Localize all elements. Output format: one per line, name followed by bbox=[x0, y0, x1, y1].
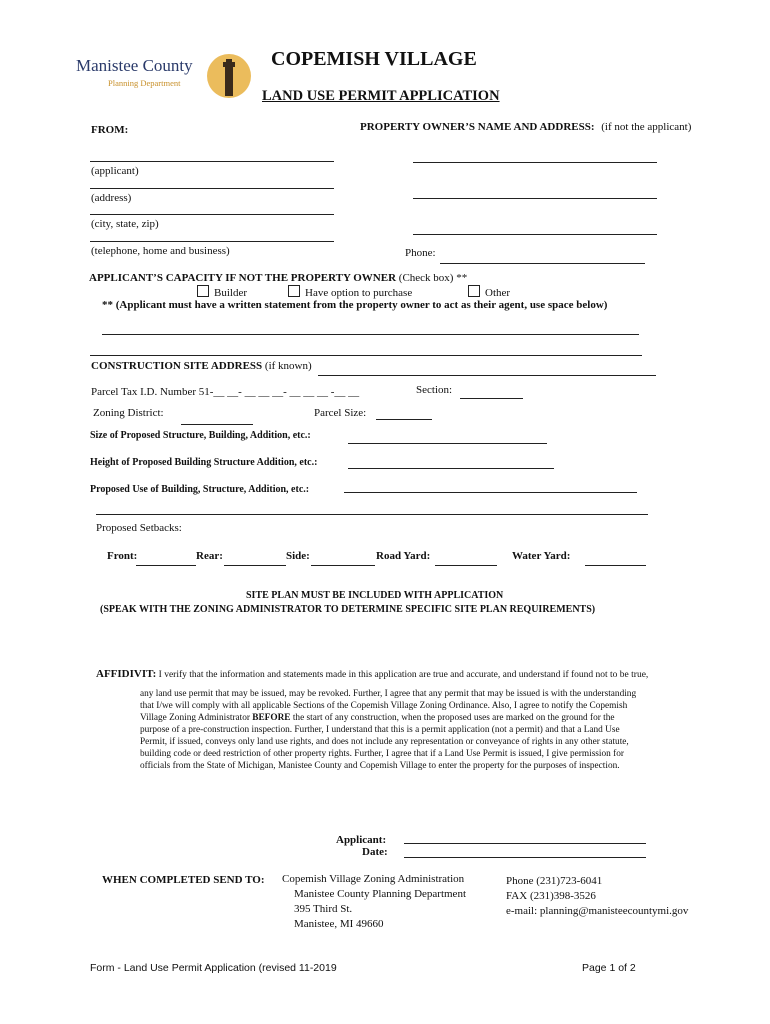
contact-info bbox=[506, 874, 688, 919]
contact-email[interactable]: e-mail: planning@manisteecountymi.gov bbox=[506, 905, 689, 917]
setbacks-label: Proposed Setbacks: bbox=[96, 522, 182, 534]
telephone-caption: (telephone, home and business) bbox=[91, 245, 230, 257]
purchase-checkbox[interactable] bbox=[288, 285, 300, 297]
logo-sub: Planning Department bbox=[108, 78, 181, 88]
site-plan-notice: SITE PLAN MUST BE INCLUDED WITH APPLICATION bbox=[246, 590, 504, 601]
builder-label: Builder bbox=[214, 287, 247, 299]
footer-form-name: Form - Land Use Permit Application (revised 11-2019 bbox=[90, 962, 337, 974]
rear-label: Rear: bbox=[196, 550, 223, 562]
capacity-check-note: (Check box) ** bbox=[398, 272, 468, 284]
address-line[interactable] bbox=[90, 188, 334, 189]
use-line[interactable] bbox=[344, 492, 637, 493]
affidavit-line-4: purpose of a pre-construction inspection. Further, I understand that this is a permit application (not a permit) and that a Land Use bbox=[140, 725, 620, 735]
telephone-line[interactable] bbox=[90, 241, 334, 242]
agent-statement-line-2[interactable] bbox=[90, 355, 642, 356]
section-line[interactable] bbox=[460, 398, 523, 399]
county-logo bbox=[76, 56, 193, 88]
address-line-2: Manistee County Planning Department bbox=[294, 888, 466, 900]
section-label: Section: bbox=[416, 384, 453, 396]
size-line[interactable] bbox=[348, 443, 547, 444]
side-label: Side: bbox=[286, 550, 310, 562]
date-line[interactable] bbox=[404, 857, 646, 858]
contact-phone: Phone (231)723-6041 bbox=[506, 875, 603, 887]
other-checkbox[interactable] bbox=[468, 285, 480, 297]
rear-line[interactable] bbox=[224, 565, 286, 566]
capacity-note: ** (Applicant must have a written statement from the property owner to act as their agent, use space below) bbox=[102, 299, 608, 311]
zoning-district-label: Zoning District: bbox=[93, 407, 164, 419]
capacity-title: APPLICANT’S CAPACITY IF NOT THE PROPERTY OWNER bbox=[89, 272, 397, 284]
purchase-label: Have option to purchase bbox=[305, 287, 413, 299]
address-caption: (address) bbox=[91, 192, 132, 204]
front-label: Front: bbox=[107, 550, 138, 562]
city-caption: (city, state, zip) bbox=[91, 218, 159, 230]
height-label: Height of Proposed Building Structure Addition, etc.: bbox=[90, 457, 318, 468]
water-yard-label: Water Yard: bbox=[512, 550, 571, 562]
agent-statement-line-1[interactable] bbox=[102, 334, 639, 335]
capacity-heading bbox=[89, 272, 467, 284]
affidavit-line-3: Village Zoning Administrator BEFORE the start of any construction, when the proposed uses are marked on the ground for the bbox=[140, 713, 615, 723]
send-to-label: WHEN COMPLETED SEND TO: bbox=[102, 874, 265, 886]
builder-option[interactable] bbox=[197, 285, 247, 299]
affidavit-first-line: I verify that the information and statements made in this application are true and accurate, and understand if found not to be true, bbox=[158, 670, 649, 680]
site-plan-instruction: (SPEAK WITH THE ZONING ADMINISTRATOR TO DETERMINE SPECIFIC SITE PLAN REQUIREMENTS) bbox=[100, 604, 596, 615]
address-line-3: 395 Third St. bbox=[294, 903, 353, 915]
water-yard-line[interactable] bbox=[585, 565, 646, 566]
phone-label: Phone: bbox=[405, 247, 436, 259]
date-label: Date: bbox=[362, 846, 388, 858]
side-line[interactable] bbox=[311, 565, 375, 566]
owner-line-2[interactable] bbox=[413, 198, 657, 199]
height-line[interactable] bbox=[348, 468, 554, 469]
mailing-address bbox=[282, 872, 466, 932]
affidavit-heading bbox=[96, 668, 648, 680]
affidavit-line-2: that I/we will comply with all applicable Sections of the Copemish Village Zoning Ordinance. Also, I agree to notify the Copemish bbox=[140, 701, 628, 711]
owner-label: PROPERTY OWNER’S NAME AND ADDRESS: bbox=[360, 121, 595, 133]
affidavit-body bbox=[140, 688, 740, 772]
road-yard-line[interactable] bbox=[435, 565, 497, 566]
affidavit-line-1: any land use permit that may be issued, may be revoked. Further, I agree that any permit that may be issued is with the understanding bbox=[140, 689, 637, 699]
owner-note: (if not the applicant) bbox=[601, 121, 692, 133]
site-address-label: CONSTRUCTION SITE ADDRESS bbox=[91, 360, 263, 372]
applicant-signature-line[interactable] bbox=[404, 843, 646, 844]
form-subtitle: LAND USE PERMIT APPLICATION bbox=[262, 88, 500, 104]
parcel-size-line[interactable] bbox=[376, 419, 432, 420]
purchase-option[interactable] bbox=[288, 285, 412, 299]
front-line[interactable] bbox=[136, 565, 196, 566]
affidavit-label: AFFIDIVIT: bbox=[96, 668, 157, 680]
builder-checkbox[interactable] bbox=[197, 285, 209, 297]
owner-line-3[interactable] bbox=[413, 234, 657, 235]
contact-fax: FAX (231)398-3526 bbox=[506, 890, 596, 902]
site-address-line[interactable] bbox=[318, 375, 656, 376]
applicant-caption: (applicant) bbox=[91, 165, 139, 177]
affidavit-line-5: Permit, if issued, conveys only land use rights, and does not include any representation or conveyance of rights in any other statute, bbox=[140, 737, 629, 747]
road-yard-label: Road Yard: bbox=[376, 550, 431, 562]
footer-page-number: Page 1 of 2 bbox=[582, 962, 636, 974]
phone-line[interactable] bbox=[440, 263, 645, 264]
size-label: Size of Proposed Structure, Building, Addition, etc.: bbox=[90, 430, 311, 441]
site-address-heading bbox=[91, 360, 312, 372]
owner-line-1[interactable] bbox=[413, 162, 657, 163]
use-label: Proposed Use of Building, Structure, Addition, etc.: bbox=[90, 484, 310, 495]
other-option[interactable] bbox=[468, 285, 510, 299]
logo-name: Manistee County bbox=[76, 56, 193, 75]
use-line-2[interactable] bbox=[96, 514, 648, 515]
applicant-signature-label: Applicant: bbox=[336, 834, 387, 846]
site-address-note: (if known) bbox=[264, 360, 312, 372]
zoning-district-line[interactable] bbox=[181, 424, 253, 425]
parcel-id-label: Parcel Tax I.D. Number 51-__ __- __ __ __- __ __ __ -__ __ bbox=[91, 386, 360, 398]
address-line-1: Copemish Village Zoning Administration bbox=[282, 873, 465, 885]
lighthouse-icon bbox=[203, 54, 253, 102]
address-line-4: Manistee, MI 49660 bbox=[294, 918, 384, 930]
owner-heading bbox=[360, 121, 691, 133]
other-label: Other bbox=[485, 287, 511, 299]
affidavit-line-7: officials from the State of Michigan, Manistee County and Copemish Village to enter the property for the purposes of inspection. bbox=[140, 761, 620, 771]
applicant-line[interactable] bbox=[90, 161, 334, 162]
parcel-size-label: Parcel Size: bbox=[314, 407, 367, 419]
affidavit-line-6: building code or deed restriction of other property rights. Further, I agree that if a Land Use Permit is issued, I give permission for bbox=[140, 749, 624, 759]
city-line[interactable] bbox=[90, 214, 334, 215]
from-label: FROM: bbox=[91, 124, 129, 136]
page-title: COPEMISH VILLAGE bbox=[271, 48, 477, 70]
